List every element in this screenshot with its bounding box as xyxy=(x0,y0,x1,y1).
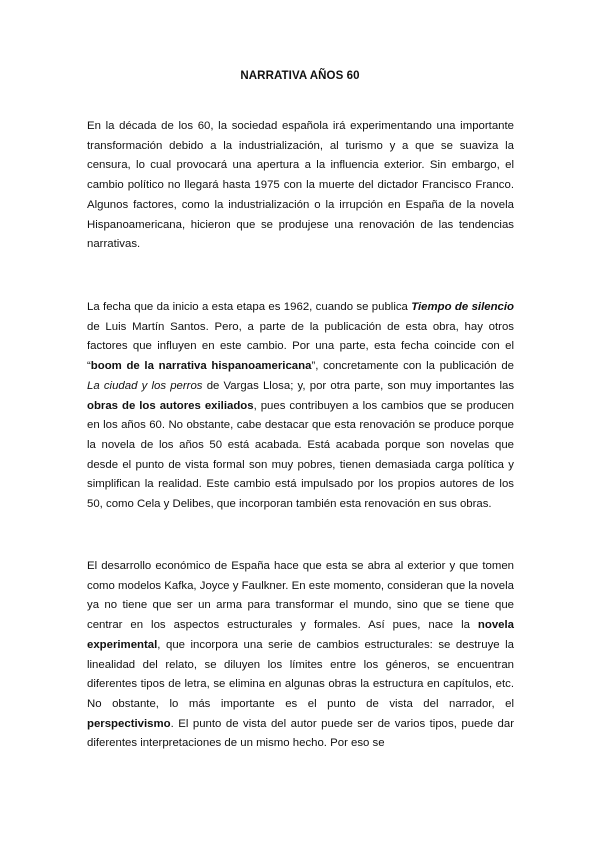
text-run: ”, concretamente con la publicación de xyxy=(311,360,514,373)
paragraph-novela-experimental xyxy=(87,557,514,754)
document-title: NARRATIVA AÑOS 60 xyxy=(240,70,360,82)
bold-text: perspectivismo xyxy=(87,717,171,730)
text-run: de Luis Martín Santos. Pero, a parte de la publicación de esta obra, hay otros factores que influyen en este cambio. Por una parte, esta fecha coincide con el “ xyxy=(87,320,514,373)
italic-title: La ciudad y los perros xyxy=(87,379,203,392)
bold-italic-title: Tiempo de silencio xyxy=(411,301,514,313)
text-run: La fecha que da inicio a esta etapa es 1962, cuando se publica xyxy=(87,301,412,313)
paragraph-intro xyxy=(87,117,514,255)
text-run: En la década de los 60, la sociedad española irá experimentando una importante transformación debido a la industrialización, al turismo y a que se suaviza la censura, lo cual provocará una apertura a la influencia exterior. Sin embargo, el cambio político no llegará hasta 1975 con la muerte del dictador Francisco Franco. Algunos factores, como la industrialización o la irrupción en España de la novela Hispanoamericana, hicieron que se produjese una renovación de las tendencias narrativas. xyxy=(87,120,514,251)
bold-text: boom de la narrativa hispanoamericana xyxy=(90,360,312,373)
bold-text: novela experimental xyxy=(87,619,514,651)
text-run: , que incorpora una serie de cambios estructurales: se destruye la linealidad del relato, se diluyen los límites entre los géneros, se encuentran diferentes tipos de letra, se elimina en algunas obras la estructura en capítulos, etc. No obstante, lo más importante es el punto de vista del narrador, el xyxy=(87,638,514,710)
text-run: de Vargas Llosa; y, por otra parte, son muy importantes las xyxy=(202,379,515,392)
text-run: , pues contribuyen a los cambios que se producen en los años 60. No obstante, cabe destacar que esta renovación se produce porque la novela de los años 50 está acabada. Está acabada porque son novelas que desde el punto de vista formal son muy pobres, tienen demasiada carga política y simplifican la realidad. Este cambio está impulsado por los propios autores de los 50, como Cela y Delibes, que incorporan también esta renovación en sus obras. xyxy=(87,399,514,511)
bold-text: obras de los autores exiliados xyxy=(87,399,254,412)
paragraph-inicio-etapa xyxy=(87,298,514,515)
text-run: El desarrollo económico de España hace que esta se abra al exterior y que tomen como modelos Kafka, Joyce y Faulkner. En este momento, consideran que la novela ya no tiene que ser un arma para transformar el mundo, sino que se tiene que centrar en los aspectos estructurales y formales. Así pues, nace la xyxy=(87,560,514,632)
text-run: . El punto de vista del autor puede ser de varios tipos, puede dar diferentes interpretaciones de un mismo hecho. Por eso se xyxy=(87,717,514,750)
